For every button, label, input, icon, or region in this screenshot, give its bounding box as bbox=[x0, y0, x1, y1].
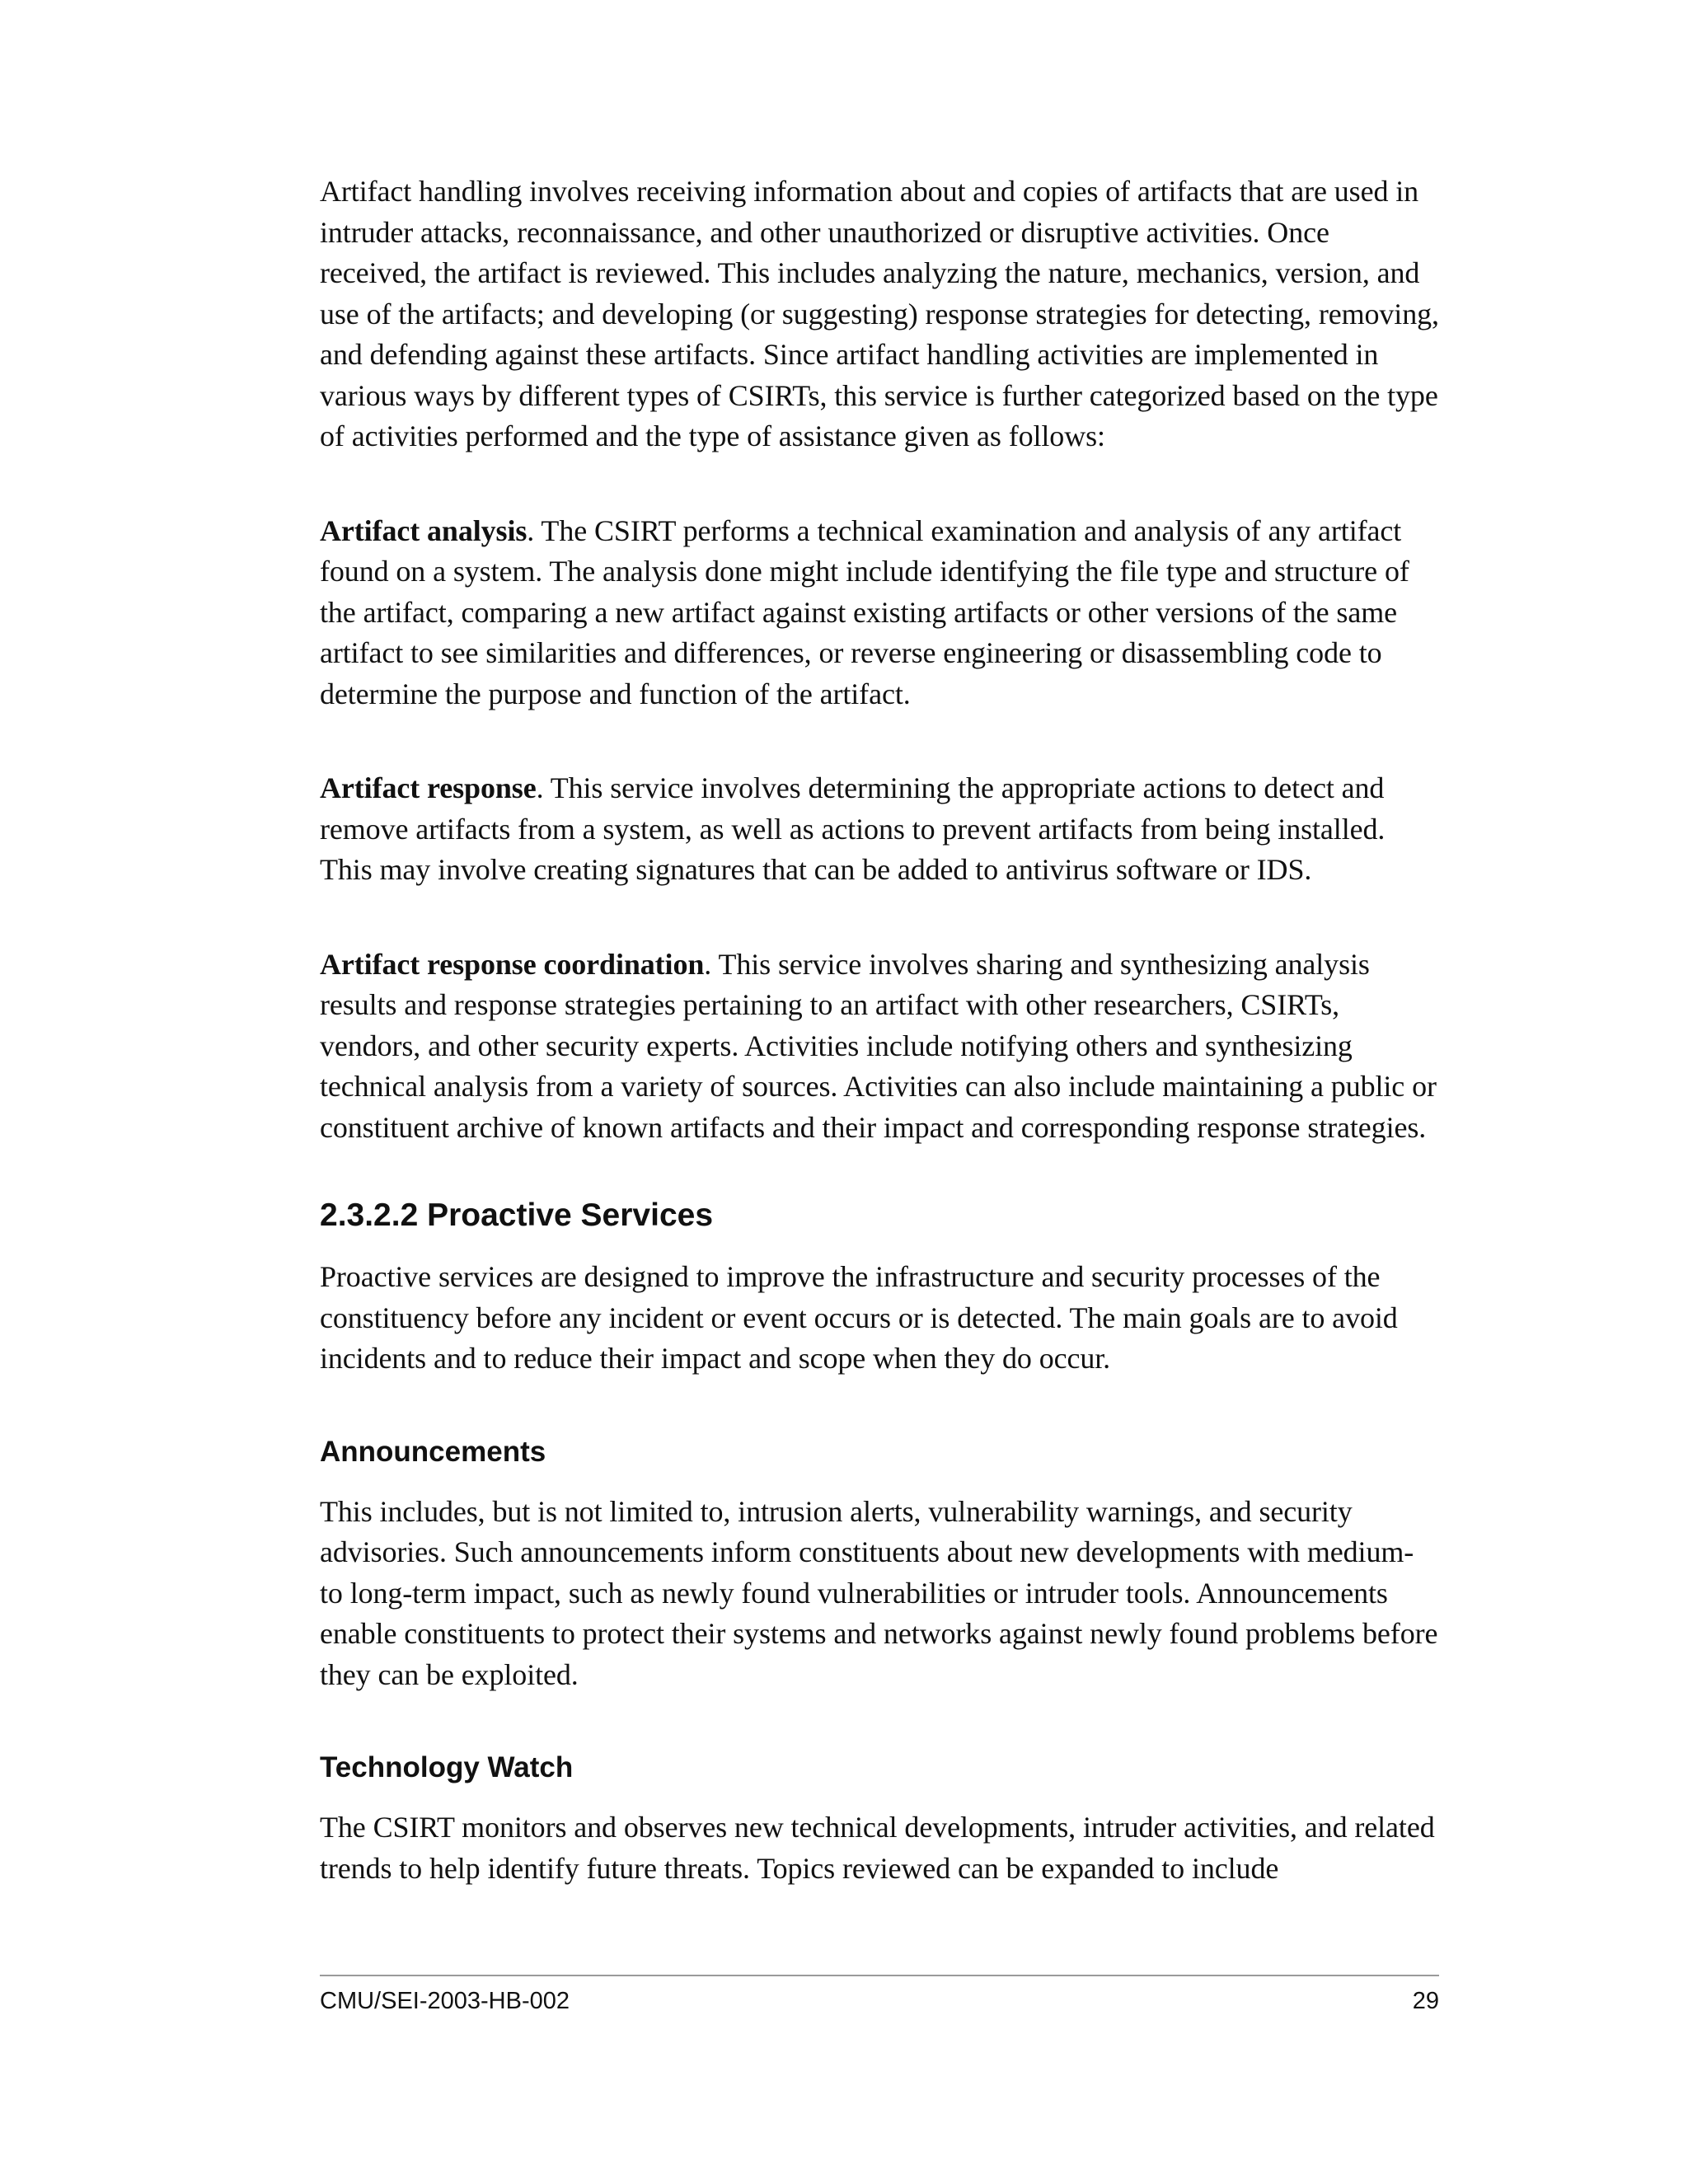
artifact-response-coordination-term: Artifact response coordination bbox=[320, 947, 705, 981]
page-content bbox=[320, 171, 1439, 1889]
technology-watch-paragraph: The CSIRT monitors and observes new technical developments, intruder activities, and related trends to help identify future threats. Topics reviewed can be expanded to include bbox=[320, 1811, 1435, 1885]
artifact-response-text: . This service involves determining the appropriate actions to detect and remove artifacts from a system, as well as actions to prevent artifacts from being installed. This may involve creating signatures that can be added to antivirus software or IDS. bbox=[320, 771, 1386, 886]
footer-page-number: 29 bbox=[1412, 1988, 1439, 2014]
announcements-heading: Announcements bbox=[320, 1435, 546, 1468]
artifact-analysis-paragraph bbox=[320, 511, 1439, 715]
artifact-response-paragraph bbox=[320, 768, 1439, 891]
artifact-analysis-term: Artifact analysis bbox=[320, 513, 528, 547]
announcements-paragraph: This includes, but is not limited to, intrusion alerts, vulnerability warnings, and security advisories. Such announcements inform constituents about new developments with medium- to long-term impact, such as newly found vulnerabilities or intruder tools. Announcements enable constituents to protect their systems and networks against newly found problems before they can be exploited. bbox=[320, 1494, 1438, 1691]
artifact-response-coordination-text: . This service involves sharing and synthesizing analysis results and response strategies pertaining to an artifact with other researchers, CSIRTs, vendors, and other security experts. Activities include notifying others and synthesizing technical analysis from a variety of sources. Activities can also include maintaining a public or constituent archive of known artifacts and their impact and corresponding response strategies. bbox=[320, 947, 1437, 1144]
footer-divider bbox=[320, 1975, 1439, 1976]
artifact-response-term: Artifact response bbox=[320, 771, 537, 804]
proactive-services-intro: Proactive services are designed to improve the infrastructure and security processes of the constituency before any incident or event occurs or is detected. The main goals are to avoid incidents and to reduce their impact and scope when they do occur. bbox=[320, 1260, 1398, 1375]
artifact-response-coordination-paragraph bbox=[320, 944, 1439, 1149]
footer-document-id: CMU/SEI-2003-HB-002 bbox=[320, 1988, 570, 2014]
artifact-analysis-text: . The CSIRT performs a technical examination and analysis of any artifact found on a system. The analysis done might include identifying the file type and structure of the artifact, comparing a new artifact against existing artifacts or other versions of the same artifact to see similarities and differences, or reverse engineering or disassembling code to determine the purpose and function of the artifact. bbox=[320, 513, 1409, 710]
section-heading-proactive-services: 2.3.2.2 Proactive Services bbox=[320, 1197, 714, 1233]
technology-watch-heading: Technology Watch bbox=[320, 1751, 574, 1783]
artifact-handling-intro: Artifact handling involves receiving information about and copies of artifacts that are used in intruder attacks, reconnaissance, and other unauthorized or disruptive activities. Once received, the artifact is reviewed. This includes analyzing the nature, mechanics, version, and use of the artifacts; and developing (or suggesting) response strategies for detecting, removing, and defending against these artifacts. Since artifact handling activities are implemented in various ways by different types of CSIRTs, this service is further categorized based on the type of activities performed and the type of assistance given as follows: bbox=[320, 175, 1439, 452]
